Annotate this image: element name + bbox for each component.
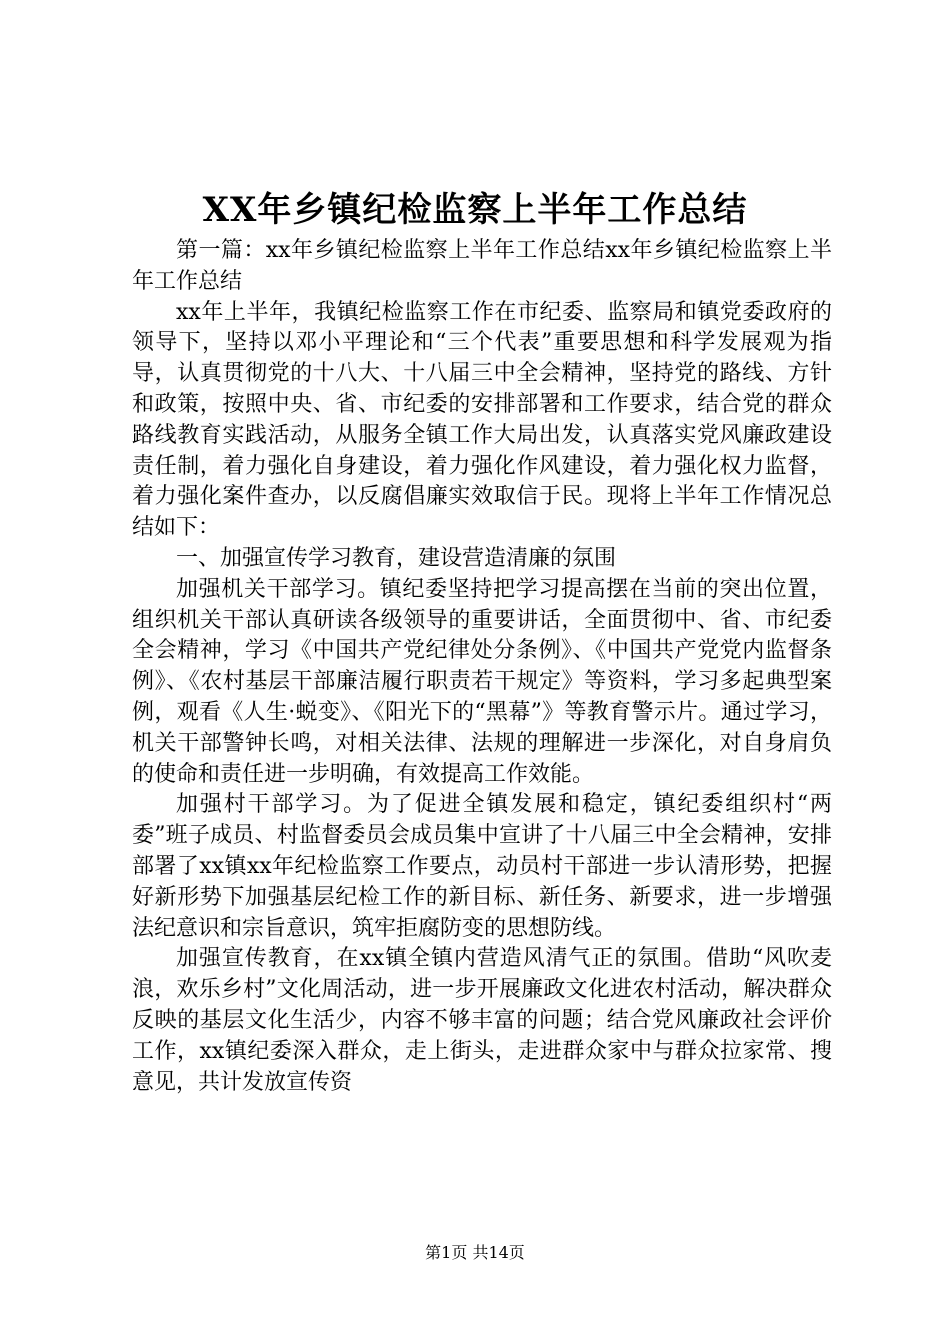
document-title: XX年乡镇纪检监察上半年工作总结 [202,190,748,230]
paragraph-summary: xx年上半年，我镇纪检监察工作在市纪委、监察局和镇党委政府的领导下，坚持以邓小平理论和“三个代表”重要思想和科学发展观为指导，认真贯彻党的十八大、十八届三中全会精神，坚持党的路线、方针和政策，按照中央、省、市纪委的安排部署和工作要求，结合党的群众路线教育实践活动，从服务全镇工作大局出发，认真落实党风廉政建设责任制，着力强化自身建设，着力强化作风建设，着力强化权力监督，着力强化案件查办，以反腐倡廉实效取信于民。现将上半年工作情况总结如下： [132,299,832,541]
document-body [132,236,832,1098]
page-number: 第1页 共14页 [425,1243,525,1262]
paragraph-intro: 第一篇：xx年乡镇纪检监察上半年工作总结xx年乡镇纪检监察上半年工作总结 [132,238,832,294]
paragraph-publicity: 加强宣传教育，在xx镇全镇内营造风清气正的氛围。借助“风吹麦浪，欢乐乡村”文化周活动，进一步开展廉政文化进农村活动，解决群众反映的基层文化生活少，内容不够丰富的问题；结合党风廉政社会评价工作，xx镇纪委深入群众，走上街头，走进群众家中与群众拉家常、搜意见，共计发放宣传资 [132,946,832,1095]
paragraph-cadre-study: 加强机关干部学习。镇纪委坚持把学习提高摆在当前的突出位置，组织机关干部认真研读各级领导的重要讲话，全面贯彻中、省、市纪委全会精神，学习《中国共产党纪律处分条例》、《中国共产党党内监督条例》、《农村基层干部廉洁履行职责若干规定》等资料，学习多起典型案例，观看《人生·蜕变》、《阳光下的“黑幕”》等教育警示片。通过学习，机关干部警钟长鸣，对相关法律、法规的理解进一步深化，对自身肩负的使命和责任进一步明确，有效提高工作效能。 [132,576,832,787]
paragraph-village-study: 加强村干部学习。为了促进全镇发展和稳定，镇纪委组织村“两委”班子成员、村监督委员会成员集中宣讲了十八届三中全会精神，安排部署了xx镇xx年纪检监察工作要点，动员村干部进一步认清形势，把握好新形势下加强基层纪检工作的新目标、新任务、新要求，进一步增强法纪意识和宗旨意识，筑牢拒腐防变的思想防线。 [132,792,832,941]
section-heading-1: 一、加强宣传学习教育，建设营造清廉的氛围 [176,545,617,571]
